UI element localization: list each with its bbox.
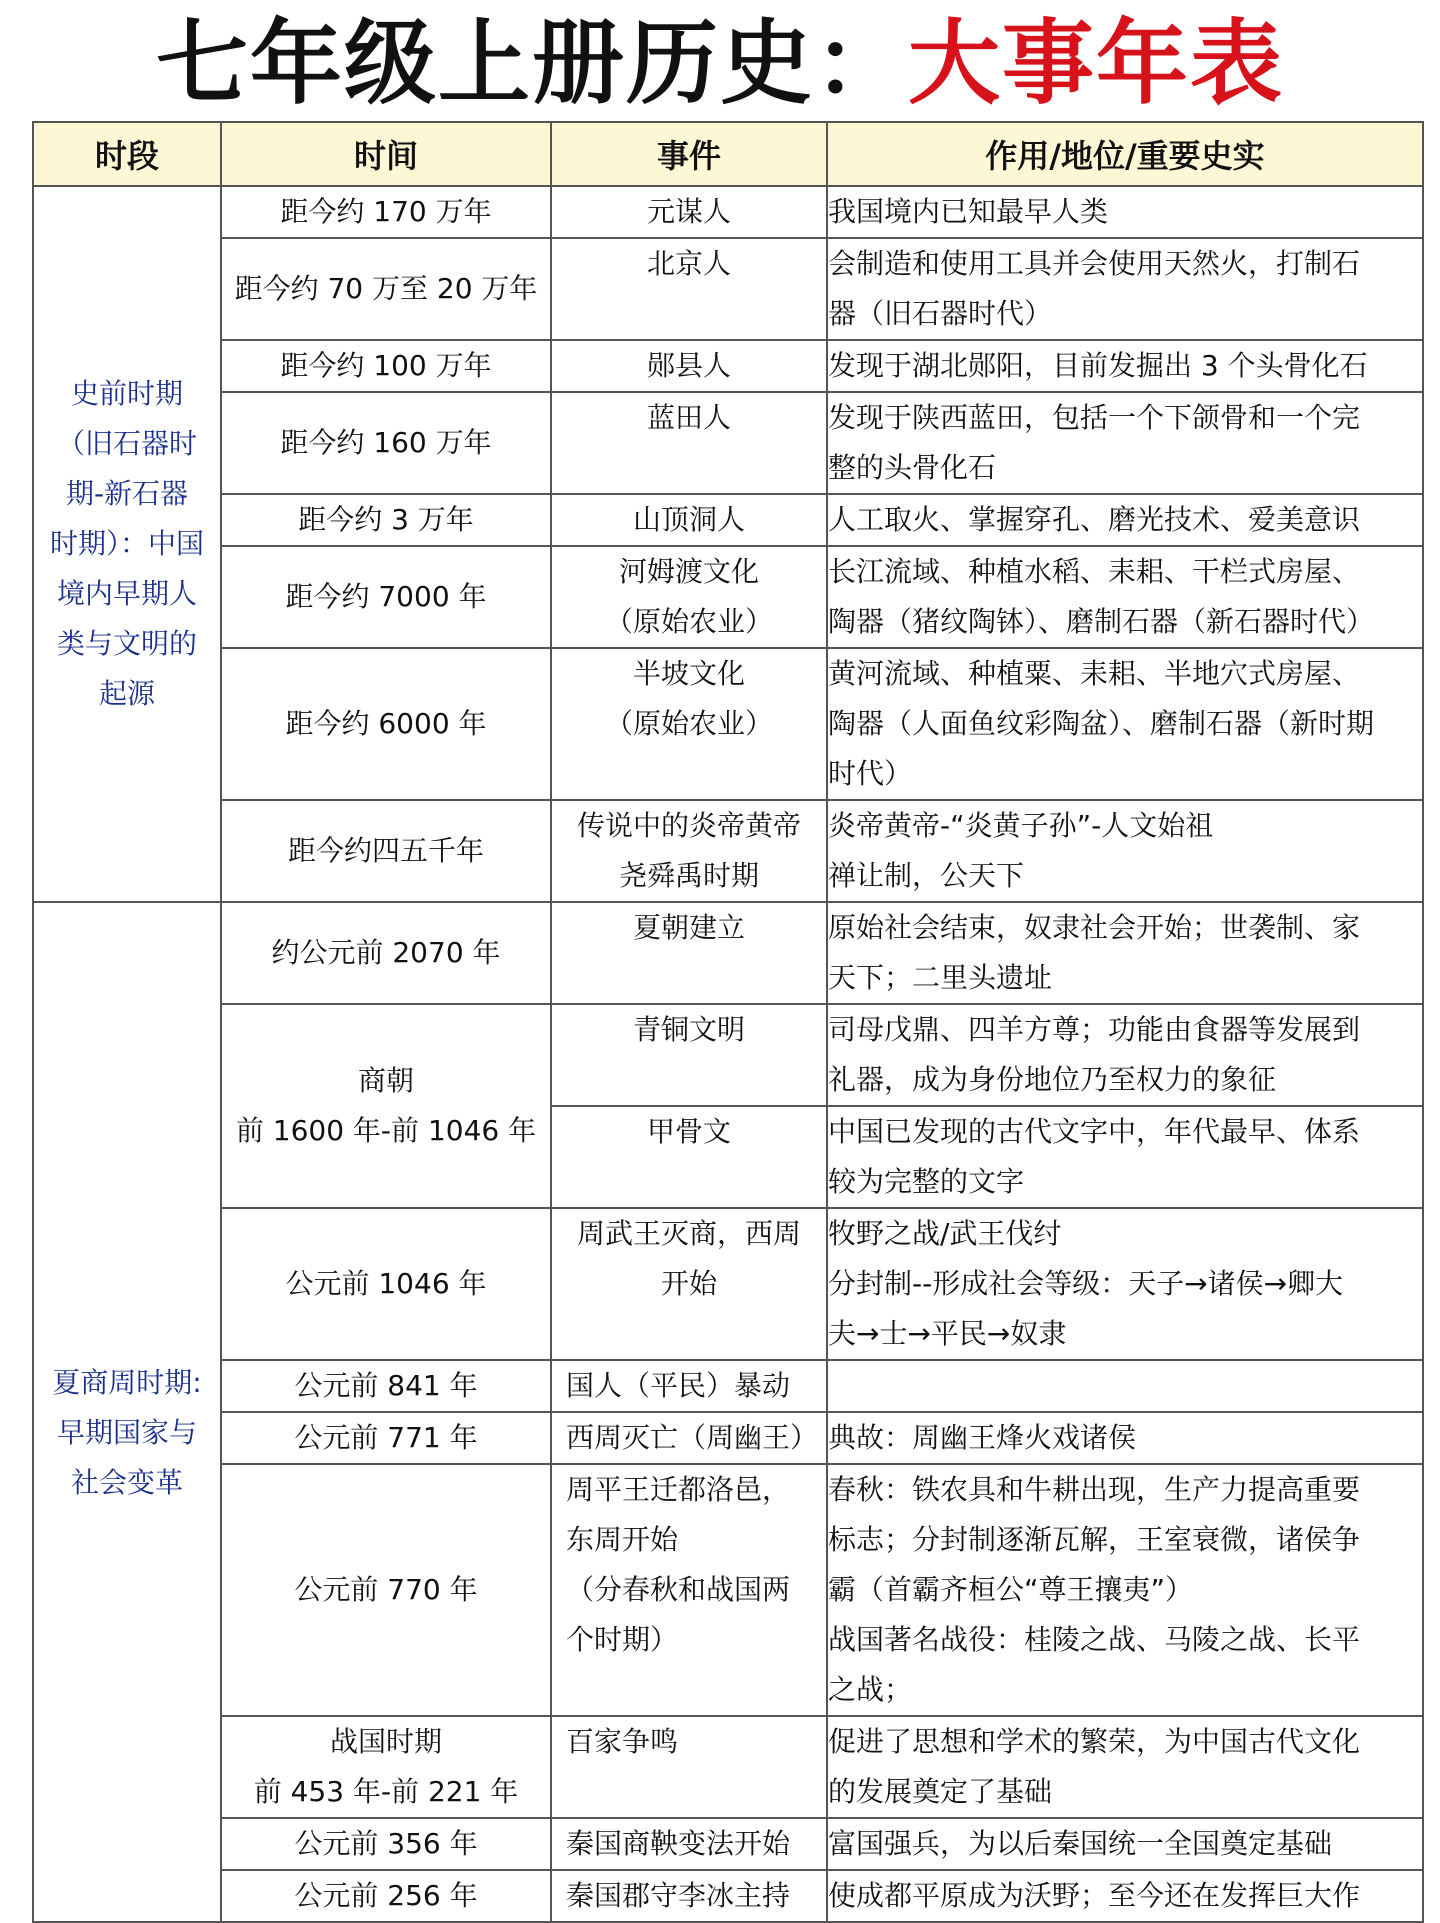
event-cell: 传说中的炎帝黄帝 尧舜禹时期 [551, 800, 827, 902]
time-cell: 约公元前 2070 年 [221, 902, 551, 1004]
header-time: 时间 [221, 122, 551, 186]
table-row [33, 546, 1423, 648]
note-cell: 富国强兵，为以后秦国统一全国奠定基础 [827, 1818, 1423, 1870]
note-cell [827, 1360, 1423, 1412]
time-cell: 距今约 6000 年 [221, 648, 551, 800]
note-cell: 黄河流域、种植粟、耒耜、半地穴式房屋、 陶器（人面鱼纹彩陶盆）、磨制石器（新时期 时代） [827, 648, 1423, 800]
time-cell: 商朝 前 1600 年-前 1046 年 [221, 1004, 551, 1208]
event-cell: 蓝田人 [551, 392, 827, 494]
table-row [33, 1208, 1423, 1360]
time-cell: 距今约 7000 年 [221, 546, 551, 648]
event-cell: 青铜文明 [551, 1004, 827, 1106]
time-cell: 距今约 160 万年 [221, 392, 551, 494]
note-cell: 原始社会结束，奴隶社会开始；世袭制、家 天下；二里头遗址 [827, 902, 1423, 1004]
note-cell: 中国已发现的古代文字中，年代最早、体系 较为完整的文字 [827, 1106, 1423, 1208]
table-row [33, 902, 1423, 1004]
note-cell: 春秋：铁农具和牛耕出现，生产力提高重要 标志；分封制逐渐瓦解，王室衰微，诸侯争 霸（首霸齐桓公“尊王攘夷”） 战国著名战役：桂陵之战、马陵之战、长平 之战； [827, 1464, 1423, 1716]
time-cell: 公元前 771 年 [221, 1412, 551, 1464]
event-cell: 山顶洞人 [551, 494, 827, 546]
event-cell: 西周灭亡（周幽王） [551, 1412, 827, 1464]
header-event: 事件 [551, 122, 827, 186]
event-cell: 元谋人 [551, 186, 827, 238]
table-row [33, 1412, 1423, 1464]
table-row [33, 648, 1423, 800]
table-row [33, 494, 1423, 546]
note-cell: 炎帝黄帝-“炎黄子孙”-人文始祖 禅让制，公天下 [827, 800, 1423, 902]
time-cell: 公元前 770 年 [221, 1464, 551, 1716]
time-cell: 距今约 170 万年 [221, 186, 551, 238]
event-cell: 郧县人 [551, 340, 827, 392]
table-row [33, 1464, 1423, 1716]
table-row [33, 1870, 1423, 1922]
note-cell: 典故：周幽王烽火戏诸侯 [827, 1412, 1423, 1464]
event-cell: 秦国郡守李冰主持 [551, 1870, 827, 1922]
note-cell: 发现于湖北郧阳，目前发掘出 3 个头骨化石 [827, 340, 1423, 392]
table-row [33, 1716, 1423, 1818]
event-cell: 国人（平民）暴动 [551, 1360, 827, 1412]
time-cell: 战国时期 前 453 年-前 221 年 [221, 1716, 551, 1818]
event-cell: 百家争鸣 [551, 1716, 827, 1818]
note-cell: 人工取火、掌握穿孔、磨光技术、爱美意识 [827, 494, 1423, 546]
table-row [33, 800, 1423, 902]
table-row [33, 392, 1423, 494]
header-row [33, 122, 1423, 186]
note-cell: 使成都平原成为沃野；至今还在发挥巨大作 [827, 1870, 1423, 1922]
note-cell: 长江流域、种植水稻、耒耜、干栏式房屋、 陶器（猪纹陶钵）、磨制石器（新石器时代） [827, 546, 1423, 648]
header-note: 作用/地位/重要史实 [827, 122, 1423, 186]
time-cell: 距今约 3 万年 [221, 494, 551, 546]
event-cell: 河姆渡文化 （原始农业） [551, 546, 827, 648]
time-cell: 距今约 70 万至 20 万年 [221, 238, 551, 340]
time-cell: 公元前 256 年 [221, 1870, 551, 1922]
timeline-table [32, 121, 1424, 1923]
table-row [33, 186, 1423, 238]
event-cell: 周武王灭商，西周 开始 [551, 1208, 827, 1360]
time-cell: 距今约四五千年 [221, 800, 551, 902]
event-cell: 周平王迁都洛邑， 东周开始 （分春秋和战国两 个时期） [551, 1464, 827, 1716]
event-cell: 秦国商鞅变法开始 [551, 1818, 827, 1870]
event-cell: 甲骨文 [551, 1106, 827, 1208]
event-cell: 北京人 [551, 238, 827, 340]
time-cell: 公元前 1046 年 [221, 1208, 551, 1360]
note-cell: 司母戊鼎、四羊方尊；功能由食器等发展到 礼器，成为身份地位乃至权力的象征 [827, 1004, 1423, 1106]
table-row [33, 1818, 1423, 1870]
table-row [33, 238, 1423, 340]
time-cell: 公元前 841 年 [221, 1360, 551, 1412]
header-period: 时段 [33, 122, 221, 186]
event-cell: 半坡文化 （原始农业） [551, 648, 827, 800]
note-cell: 促进了思想和学术的繁荣，为中国古代文化 的发展奠定了基础 [827, 1716, 1423, 1818]
time-cell: 公元前 356 年 [221, 1818, 551, 1870]
note-cell: 发现于陕西蓝田，包括一个下颌骨和一个完 整的头骨化石 [827, 392, 1423, 494]
table-row [33, 1004, 1423, 1106]
event-cell: 夏朝建立 [551, 902, 827, 1004]
time-cell: 距今约 100 万年 [221, 340, 551, 392]
period-cell-xia-shang-zhou: 夏商周时期: 早期国家与 社会变革 [33, 902, 221, 1922]
page-title [0, 8, 1440, 120]
title-part2: 大事年表 [908, 10, 1285, 117]
note-cell: 会制造和使用工具并会使用天然火，打制石 器（旧石器时代） [827, 238, 1423, 340]
title-part1: 七年级上册历史： [155, 10, 908, 117]
note-cell: 牧野之战/武王伐纣 分封制--形成社会等级：天子→诸侯→卿大 夫→士→平民→奴隶 [827, 1208, 1423, 1360]
table-row [33, 340, 1423, 392]
table-row [33, 1360, 1423, 1412]
period-cell-prehistoric: 史前时期 （旧石器时 期-新石器 时期）：中国 境内早期人 类与文明的 起源 [33, 186, 221, 902]
note-cell: 我国境内已知最早人类 [827, 186, 1423, 238]
